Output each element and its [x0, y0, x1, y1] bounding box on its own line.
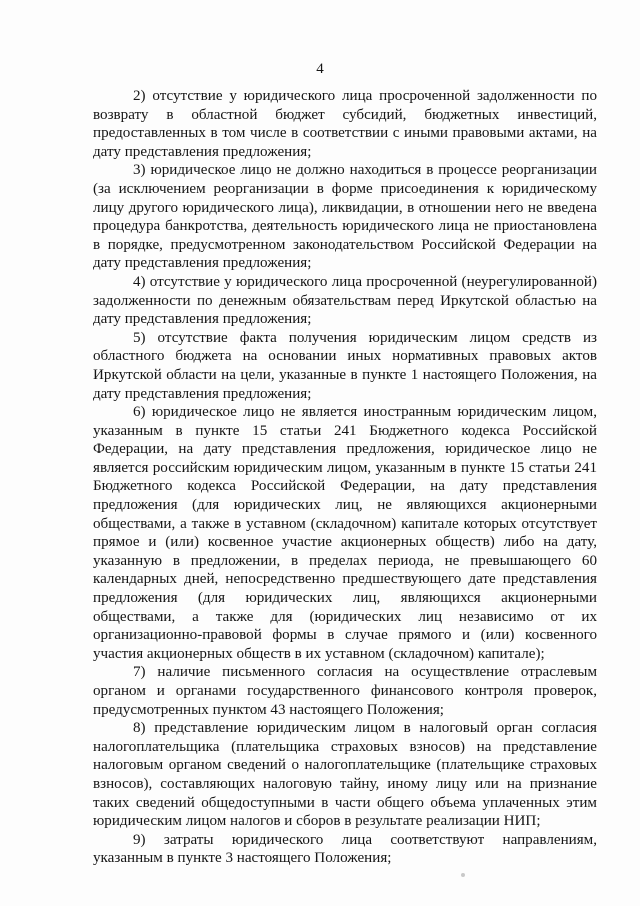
scan-speck: [461, 873, 465, 877]
document-body: [93, 87, 597, 868]
paragraph-item-8: 8) представление юридическим лицом в налоговый орган согласия налогоплательщика (плательщика страховых взносов) на представление налоговым органом сведений о налогоплательщике (плательщике страховых взносов), составляющих налоговую тайну, иному лицу или на признание таких сведений общедоступными в части общего объема уплаченных этим юридическим лицом налогов и сборов в результате реализации НИП;: [93, 720, 597, 830]
paragraph-item-5: 5) отсутствие факта получения юридическим лицом средств из областного бюджета на основании иных нормативных правовых актов Иркутской области на цели, указанные в пункте 1 настоящего Положения, на дату представления предложения;: [93, 329, 597, 402]
page-number: 4: [316, 61, 324, 77]
paragraph-item-3: 3) юридическое лицо не должно находиться в процессе реорганизации (за исключением реорганизации в форме присоединения к юридическому лицу другого юридического лица), ликвидации, в отношении него не введена процедура банкротства, деятельность юридического лица не приостановлена в порядке, предусмотренном законодательством Российской Федерации на дату представления предложения;: [93, 162, 597, 272]
paragraph-item-6: 6) юридическое лицо не является иностранным юридическим лицом, указанным в пункте 15 статьи 241 Бюджетного кодекса Российской Федерации, на дату представления предложения, юридическое лицо не является российским юридическим лицом, указанным в пункте 15 статьи 241 Бюджетного кодекса Российской Федерации, на дату представления предложения (для юридических лиц, не являющихся акционерными обществами, а также в уставном (складочном) капитале которых отсутствует прямое и (или) косвенное участие акционерных обществ) либо на дату, указанную в предложении, в пределах периода, не превышающего 60 календарных дней, непосредственно предшествующего дате представления предложения (для юридических лиц, являющихся акционерными обществами, а также для (юридических лиц независимо от их организационно-правовой формы в случае прямого и (или) косвенного участия акционерных обществ в их уставном (складочном) капитале);: [93, 404, 597, 662]
paragraph-item-4: 4) отсутствие у юридического лица просроченной (неурегулированной) задолженности по денежным обязательствам перед Иркутской областью на дату представления предложения;: [93, 273, 597, 328]
paragraph-item-7: 7) наличие письменного согласия на осуществление отраслевым органом и органами государственного финансового контроля проверок, предусмотренных пунктом 43 настоящего Положения;: [93, 664, 597, 718]
paragraph-item-2: 2) отсутствие у юридического лица просроченной задолженности по возврату в областной бюджет субсидий, бюджетных инвестиций, предоставленных в том числе в соответствии с иными правовыми актами, на дату представления предложения;: [93, 88, 597, 160]
paragraph-item-9: 9) затраты юридического лица соответствуют направлениям, указанным в пункте 3 настоящего Положения;: [93, 831, 597, 867]
